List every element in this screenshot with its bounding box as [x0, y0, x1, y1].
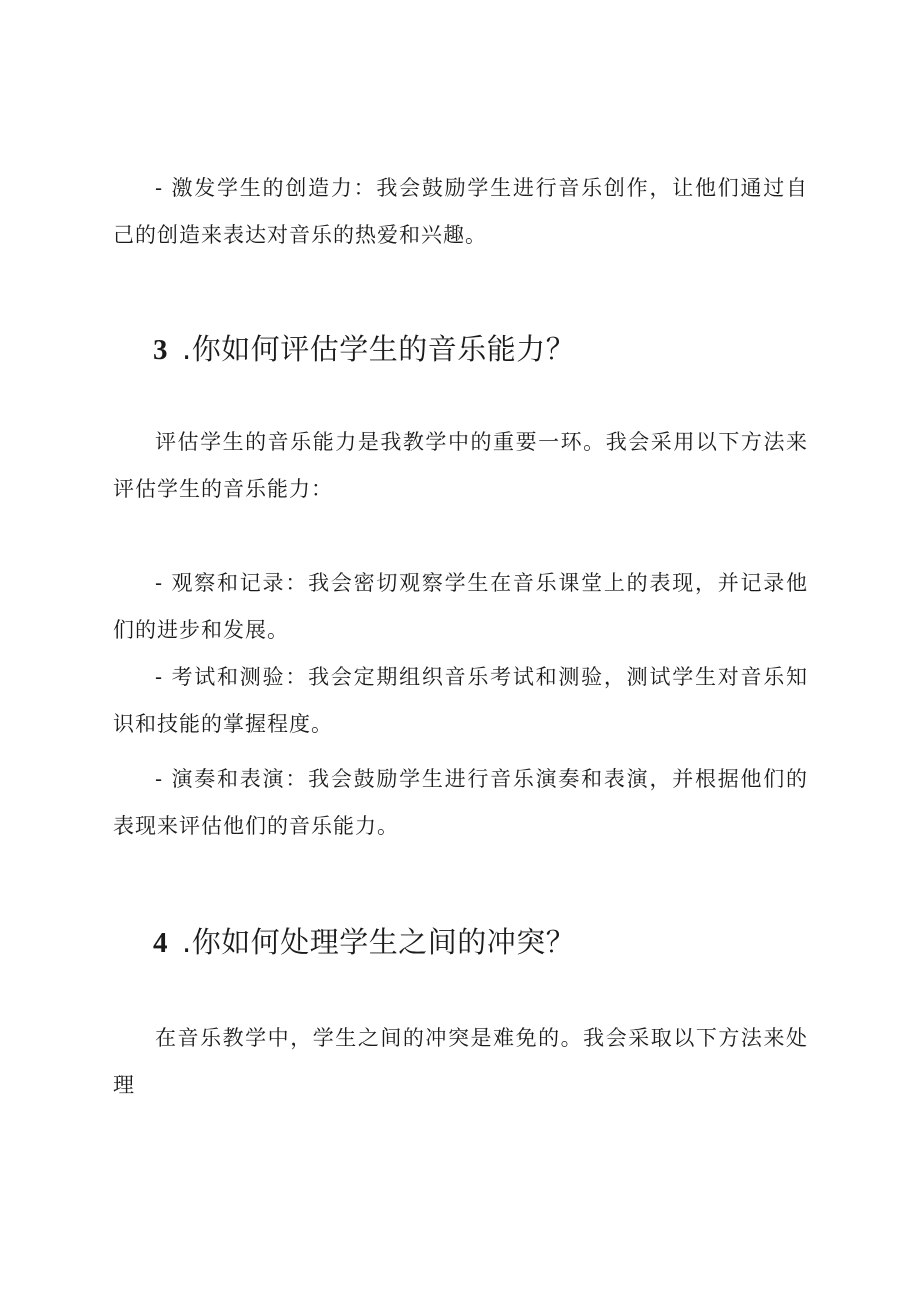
paragraph-assessment-intro: 评估学生的音乐能力是我教学中的重要一环。我会采用以下方法来评估学生的音乐能力：	[113, 430, 808, 501]
paragraph-performance: - 演奏和表演：我会鼓励学生进行音乐演奏和表演，并根据他们的表现来评估他们的音乐能力。	[113, 767, 808, 838]
section-number: 4	[153, 927, 168, 959]
paragraph-creativity: - 激发学生的创造力：我会鼓励学生进行音乐创作，让他们通过自己的创造来表达对音乐的热爱和兴趣。	[113, 176, 808, 247]
section-title: .你如何评估学生的音乐能力？	[182, 332, 576, 366]
paragraph-exams-tests: - 考试和测验：我会定期组织音乐考试和测验，测试学生对音乐知识和技能的掌握程度。	[113, 665, 808, 736]
paragraph-conflict-intro: 在音乐教学中，学生之间的冲突是难免的。我会采取以下方法来处理	[113, 1026, 808, 1097]
section-number: 3	[153, 334, 168, 366]
section-heading-3	[153, 329, 575, 370]
paragraph-observe-record: - 观察和记录：我会密切观察学生在音乐课堂上的表现，并记录他们的进步和发展。	[113, 571, 808, 642]
section-heading-4	[153, 922, 575, 963]
section-title: .你如何处理学生之间的冲突？	[182, 925, 576, 959]
